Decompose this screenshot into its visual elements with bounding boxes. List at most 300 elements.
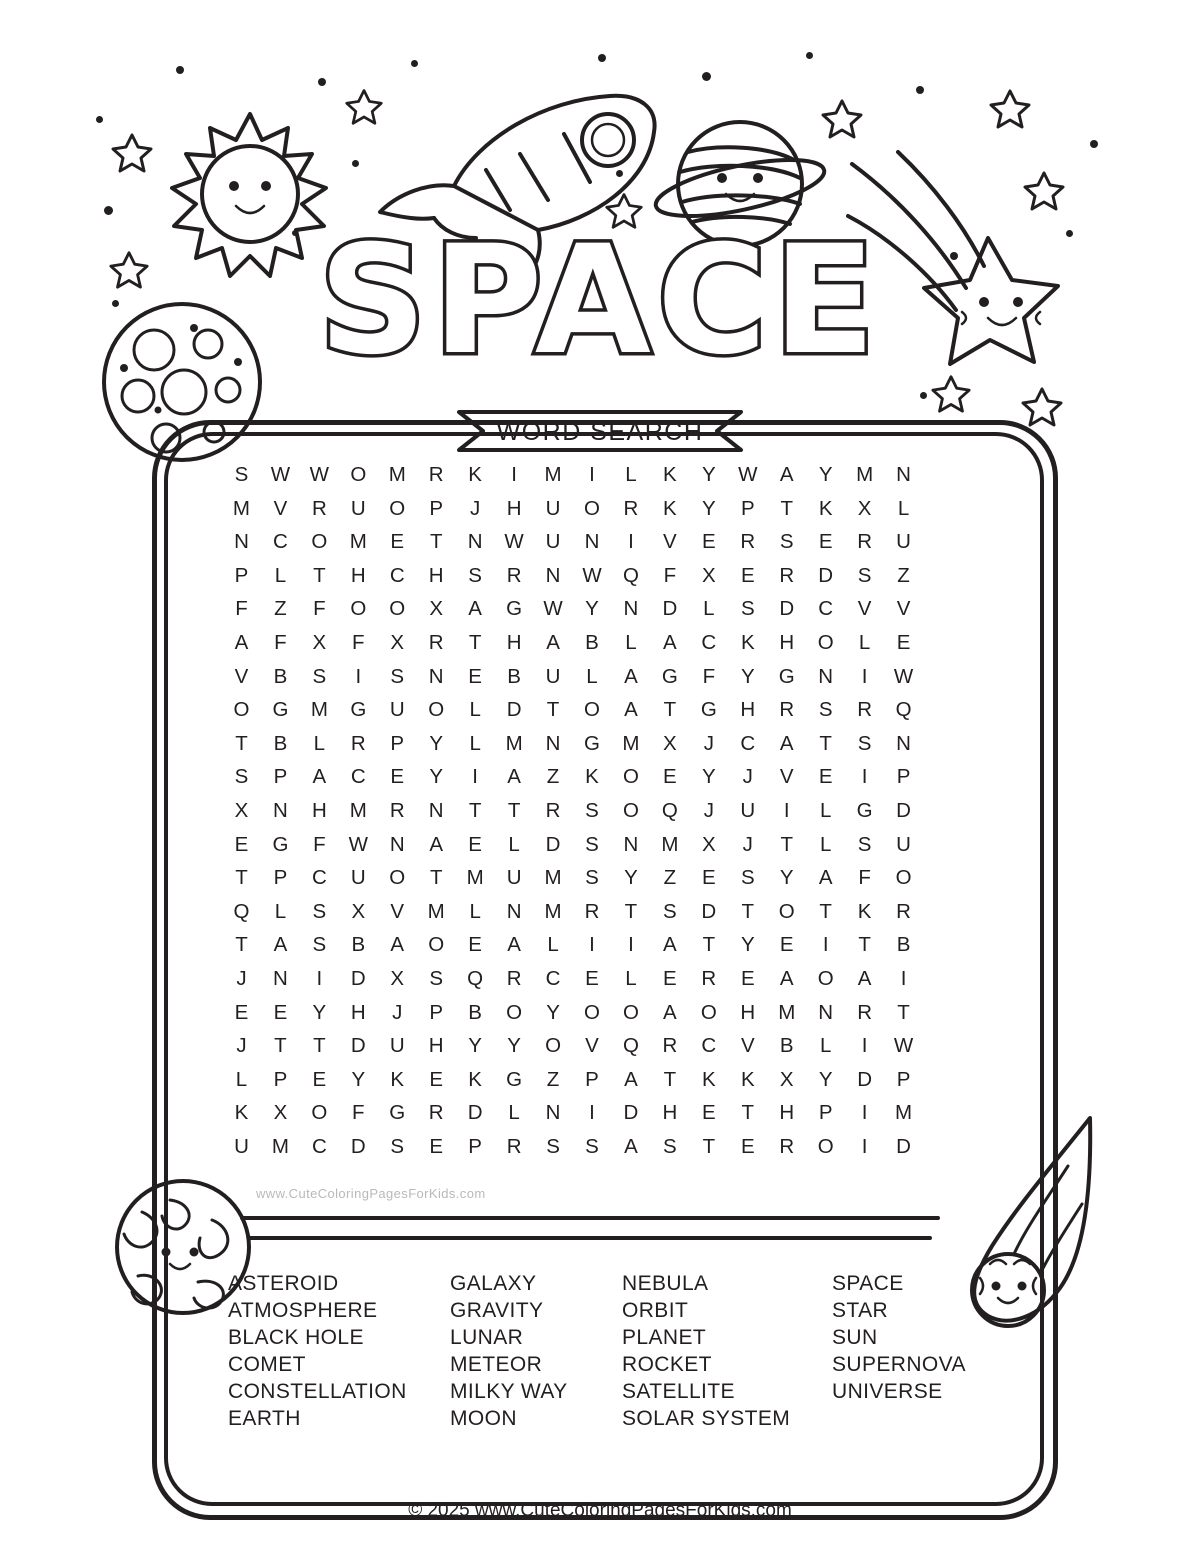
grid-letter: Z bbox=[546, 1067, 560, 1091]
grid-letter: L bbox=[469, 731, 481, 755]
grid-letter: R bbox=[506, 563, 522, 587]
grid-letter: P bbox=[234, 563, 249, 587]
grid-letter: Y bbox=[740, 664, 755, 688]
grid-letter: R bbox=[428, 1101, 444, 1125]
grid-letter bbox=[923, 861, 962, 895]
grid-letter: I bbox=[900, 966, 907, 990]
word-list-item: GALAXY bbox=[450, 1272, 537, 1295]
grid-letter: M bbox=[349, 798, 367, 822]
grid-letter: G bbox=[350, 698, 367, 722]
grid-letter: R bbox=[428, 630, 444, 654]
grid-letter: F bbox=[663, 563, 677, 587]
grid-letter: I bbox=[861, 664, 868, 688]
star-dot bbox=[176, 66, 184, 74]
grid-letter: X bbox=[351, 899, 366, 923]
grid-letter: Y bbox=[818, 463, 833, 486]
grid-letter: S bbox=[779, 530, 794, 554]
grid-letter: T bbox=[313, 563, 326, 587]
grid-letter: A bbox=[546, 630, 560, 654]
grid-letter: M bbox=[466, 866, 484, 890]
grid-letter: L bbox=[819, 1034, 832, 1058]
grid-letter: Q bbox=[895, 698, 912, 722]
grid-letter: O bbox=[622, 798, 639, 822]
grid-letter: L bbox=[508, 832, 520, 856]
grid-letter: T bbox=[897, 1000, 910, 1024]
grid-letter: I bbox=[355, 664, 362, 688]
grid-letter: L bbox=[858, 630, 871, 654]
grid-letter: A bbox=[624, 698, 638, 722]
grid-letter: L bbox=[897, 496, 910, 520]
word-list-item: GRAVITY bbox=[450, 1299, 544, 1322]
grid-letter: E bbox=[429, 1134, 444, 1158]
grid-letter: A bbox=[507, 765, 521, 789]
grid-letter: N bbox=[428, 798, 444, 822]
word-list bbox=[228, 1270, 998, 1432]
grid-letter: H bbox=[740, 698, 756, 722]
grid-letter: C bbox=[273, 530, 288, 554]
grid-letter: U bbox=[389, 698, 405, 722]
word-list-item: LUNAR bbox=[450, 1326, 524, 1349]
grid-letter: O bbox=[584, 1000, 600, 1024]
grid-letter: B bbox=[468, 1000, 482, 1024]
grid-letter: K bbox=[390, 1067, 405, 1091]
grid-letter: L bbox=[469, 698, 481, 722]
grid-letter: T bbox=[235, 933, 248, 957]
grid-letter: W bbox=[504, 530, 524, 554]
grid-letter: O bbox=[389, 597, 406, 621]
small-star-icon bbox=[110, 130, 154, 174]
grid-letter: X bbox=[273, 1101, 288, 1125]
star-dot bbox=[104, 206, 113, 215]
word-list-column bbox=[622, 1270, 832, 1432]
grid-letter: K bbox=[701, 1067, 716, 1091]
grid-letter: E bbox=[234, 1000, 249, 1024]
grid-letter: O bbox=[350, 463, 367, 486]
grid-letter: K bbox=[585, 765, 599, 789]
grid-letter: T bbox=[741, 899, 755, 923]
grid-letter: M bbox=[856, 463, 874, 486]
grid-letter: A bbox=[312, 765, 327, 789]
grid-letter: S bbox=[585, 832, 599, 856]
grid-letter: X bbox=[390, 966, 405, 990]
grid-letter: Y bbox=[624, 866, 638, 890]
grid-letter: A bbox=[429, 832, 444, 856]
word-list-item: BLACK HOLE bbox=[228, 1326, 364, 1349]
title-text: SPACE bbox=[318, 214, 882, 388]
grid-letter: M bbox=[388, 463, 406, 486]
grid-letter: O bbox=[895, 866, 912, 890]
grid-letter: T bbox=[702, 1134, 716, 1158]
grid-letter: S bbox=[390, 664, 405, 688]
word-list-item: SOLAR SYSTEM bbox=[622, 1407, 791, 1430]
grid-letter: N bbox=[896, 731, 911, 755]
grid-letter: Y bbox=[779, 866, 794, 890]
grid-letter: O bbox=[311, 530, 328, 554]
grid-letter: S bbox=[857, 832, 872, 856]
grid-letter: A bbox=[234, 630, 249, 654]
grid-letter: R bbox=[779, 563, 795, 587]
grid-letter: R bbox=[740, 530, 756, 554]
grid-letter: G bbox=[389, 1101, 406, 1125]
grid-letter: L bbox=[235, 1067, 248, 1091]
grid-letter: M bbox=[427, 899, 445, 923]
grid-letter: J bbox=[392, 1000, 403, 1024]
grid-letter: E bbox=[701, 866, 716, 890]
grid-letter bbox=[923, 928, 962, 962]
grid-letter: B bbox=[585, 630, 599, 654]
grid-letter: A bbox=[663, 630, 677, 654]
grid-letter: O bbox=[817, 966, 834, 990]
grid-letter: S bbox=[585, 1134, 599, 1158]
grid-letter: O bbox=[584, 496, 600, 520]
grid-letter: L bbox=[547, 933, 559, 957]
grid-letter bbox=[923, 1029, 962, 1063]
grid-letter: R bbox=[350, 731, 366, 755]
grid-letter: H bbox=[428, 1034, 444, 1058]
grid-letter: K bbox=[857, 899, 872, 923]
grid-letter: M bbox=[349, 530, 367, 554]
grid-letter: S bbox=[740, 866, 755, 890]
grid-letter: H bbox=[740, 1000, 756, 1024]
grid-letter: F bbox=[274, 630, 287, 654]
grid-letter: P bbox=[818, 1101, 833, 1125]
grid-letter: A bbox=[624, 1134, 638, 1158]
grid-letter bbox=[923, 1063, 962, 1097]
grid-letter: F bbox=[313, 832, 326, 856]
grid-letter: N bbox=[506, 899, 522, 923]
grid-letter: M bbox=[505, 731, 523, 755]
grid-letter: P bbox=[390, 731, 405, 755]
grid-letter: S bbox=[585, 866, 599, 890]
grid-letter: G bbox=[856, 798, 873, 822]
grid-letter: V bbox=[585, 1034, 599, 1058]
grid-letter: W bbox=[893, 1034, 914, 1058]
grid-letter: D bbox=[545, 832, 561, 856]
grid-letter: L bbox=[469, 899, 481, 923]
grid-letter: C bbox=[545, 966, 561, 990]
grid-letter: H bbox=[350, 563, 366, 587]
grid-letter: S bbox=[585, 798, 599, 822]
grid-letter: G bbox=[506, 1067, 523, 1091]
grid-letter: D bbox=[350, 966, 366, 990]
grid-letter: V bbox=[896, 597, 911, 621]
word-search-grid[interactable] bbox=[222, 458, 962, 1163]
grid-letter: H bbox=[779, 1101, 795, 1125]
grid-letter bbox=[923, 895, 962, 929]
grid-letter: X bbox=[701, 832, 716, 856]
grid-letter: T bbox=[468, 798, 482, 822]
grid-letter: O bbox=[233, 698, 250, 722]
grid-letter: T bbox=[780, 832, 793, 856]
grid-letter: L bbox=[586, 664, 598, 688]
word-list-item: ROCKET bbox=[622, 1353, 712, 1376]
grid-letter: S bbox=[429, 966, 444, 990]
grid-letter: E bbox=[390, 530, 405, 554]
grid-letter: Y bbox=[429, 765, 444, 789]
grid-letter: Z bbox=[897, 563, 910, 587]
grid-letter: P bbox=[468, 1134, 482, 1158]
grid-letter: A bbox=[857, 966, 872, 990]
grid-letter bbox=[923, 828, 962, 862]
grid-letter: R bbox=[584, 899, 600, 923]
grid-letter: E bbox=[468, 832, 482, 856]
grid-letter: D bbox=[779, 597, 795, 621]
grid-letter: X bbox=[429, 597, 444, 621]
grid-letter: Q bbox=[467, 966, 484, 990]
grid-letter bbox=[923, 559, 962, 593]
grid-letter: T bbox=[858, 933, 871, 957]
grid-letter: O bbox=[428, 933, 445, 957]
grid-letter: E bbox=[429, 1067, 444, 1091]
grid-letter: A bbox=[273, 933, 288, 957]
grid-letter: E bbox=[234, 832, 249, 856]
grid-letter: R bbox=[506, 966, 522, 990]
grid-letter: W bbox=[543, 597, 563, 621]
grid-letter: I bbox=[589, 933, 595, 957]
grid-letter: R bbox=[857, 530, 873, 554]
grid-letter: S bbox=[390, 1134, 405, 1158]
grid-letter: K bbox=[468, 1067, 482, 1091]
grid-letter: A bbox=[663, 1000, 677, 1024]
grid-letter: T bbox=[702, 933, 716, 957]
grid-letter: I bbox=[822, 933, 829, 957]
grid-letter: N bbox=[545, 563, 561, 587]
grid-letter: P bbox=[429, 1000, 444, 1024]
star-dot bbox=[411, 60, 418, 67]
small-star-icon bbox=[988, 86, 1032, 130]
grid-letter bbox=[923, 760, 962, 794]
grid-letter: G bbox=[778, 664, 795, 688]
grid-letter: G bbox=[661, 664, 678, 688]
grid-letter: E bbox=[585, 966, 599, 990]
grid-letter: P bbox=[896, 1067, 911, 1091]
grid-letter: T bbox=[429, 866, 443, 890]
grid-letter: M bbox=[544, 899, 562, 923]
grid-letter: D bbox=[623, 1101, 639, 1125]
banner-label: WORD SEARCH bbox=[496, 418, 704, 446]
divider-line bbox=[248, 1236, 932, 1240]
grid-letter: M bbox=[310, 698, 328, 722]
grid-letter: Y bbox=[546, 1000, 560, 1024]
grid-letter: S bbox=[663, 1134, 677, 1158]
grid-letter: X bbox=[234, 798, 249, 822]
grid-letter: N bbox=[818, 664, 834, 688]
grid-letter: Y bbox=[818, 1067, 833, 1091]
grid-letter: Y bbox=[740, 933, 755, 957]
grid-letter: U bbox=[740, 798, 756, 822]
grid-letter: K bbox=[663, 463, 677, 486]
grid-letter: S bbox=[857, 731, 872, 755]
grid-letter: V bbox=[740, 1034, 755, 1058]
footer-credit: © 2025 www.CuteColoringPagesForKids.com bbox=[408, 1500, 792, 1521]
grid-letter: W bbox=[738, 463, 758, 486]
grid-letter: R bbox=[896, 899, 911, 923]
grid-letter: O bbox=[622, 1000, 639, 1024]
grid-letter: Y bbox=[701, 496, 716, 520]
grid-letter: A bbox=[468, 597, 482, 621]
shooting-star-icon bbox=[838, 146, 1098, 366]
grid-letter: J bbox=[470, 496, 481, 520]
grid-letter: S bbox=[312, 933, 327, 957]
grid-letter: E bbox=[740, 966, 755, 990]
word-list-item: METEOR bbox=[450, 1353, 543, 1376]
grid-letter: H bbox=[506, 496, 522, 520]
grid-letter: B bbox=[507, 664, 521, 688]
grid-letter: N bbox=[818, 1000, 834, 1024]
grid-letter: N bbox=[545, 1101, 561, 1125]
grid-letter: S bbox=[740, 597, 755, 621]
grid-letter: L bbox=[819, 832, 832, 856]
grid-letter: U bbox=[545, 496, 561, 520]
word-list-item: PLANET bbox=[622, 1326, 707, 1349]
grid-letter: E bbox=[818, 765, 833, 789]
grid-letter: L bbox=[819, 798, 832, 822]
grid-letter: P bbox=[585, 1067, 599, 1091]
grid-letter: P bbox=[429, 496, 444, 520]
grid-letter: B bbox=[273, 664, 288, 688]
grid-letter: D bbox=[896, 798, 911, 822]
word-list-item: COMET bbox=[228, 1353, 306, 1376]
grid-letter: R bbox=[428, 463, 444, 486]
grid-letter: K bbox=[818, 496, 833, 520]
grid-letter: E bbox=[273, 1000, 288, 1024]
grid-letter: R bbox=[857, 698, 873, 722]
grid-letter bbox=[923, 794, 962, 828]
grid-letter: V bbox=[663, 530, 677, 554]
grid-letter: E bbox=[779, 933, 794, 957]
grid-letter: I bbox=[628, 530, 634, 554]
grid-letter bbox=[923, 492, 962, 526]
grid-letter: K bbox=[468, 463, 482, 486]
grid-letter: J bbox=[703, 731, 714, 755]
grid-letter: E bbox=[663, 765, 677, 789]
grid-letter: D bbox=[857, 1067, 873, 1091]
grid-letter: S bbox=[312, 664, 327, 688]
grid-letter: O bbox=[817, 1134, 834, 1158]
grid-letter: U bbox=[896, 530, 911, 554]
grid-letter: I bbox=[589, 463, 595, 486]
grid-letter: M bbox=[661, 832, 679, 856]
grid-letter: E bbox=[701, 1101, 716, 1125]
grid-letter: U bbox=[545, 530, 561, 554]
grid-letter: O bbox=[622, 765, 639, 789]
grid-letter: E bbox=[663, 966, 677, 990]
grid-letter: E bbox=[701, 530, 716, 554]
grid-letter: U bbox=[389, 1034, 405, 1058]
grid-letter: O bbox=[350, 597, 367, 621]
grid-letter: A bbox=[779, 731, 794, 755]
grid-letter: W bbox=[893, 664, 914, 688]
grid-letter: H bbox=[428, 563, 444, 587]
grid-letter: H bbox=[506, 630, 522, 654]
grid-letter: W bbox=[582, 563, 602, 587]
star-dot bbox=[598, 54, 606, 62]
grid-letter: V bbox=[390, 899, 405, 923]
grid-letter: R bbox=[779, 698, 795, 722]
grid-letter: B bbox=[273, 731, 288, 755]
grid-letter: L bbox=[625, 966, 637, 990]
grid-letter: L bbox=[625, 463, 637, 486]
grid-letter bbox=[923, 693, 962, 727]
grid-letter: V bbox=[857, 597, 872, 621]
grid-letter: P bbox=[273, 765, 288, 789]
grid-letter: L bbox=[274, 899, 287, 923]
grid-letter: W bbox=[309, 463, 330, 486]
grid-letter: Y bbox=[468, 1034, 482, 1058]
grid-letter: G bbox=[700, 698, 717, 722]
grid-letter: C bbox=[389, 563, 405, 587]
grid-letter: J bbox=[742, 832, 753, 856]
grid-letter: U bbox=[350, 866, 366, 890]
grid-letter: S bbox=[663, 899, 677, 923]
word-list-item: CONSTELLATION bbox=[228, 1380, 407, 1403]
grid-letter: N bbox=[584, 530, 600, 554]
grid-letter: R bbox=[506, 1134, 522, 1158]
grid-letter: M bbox=[544, 463, 562, 486]
grid-letter: N bbox=[428, 664, 444, 688]
grid-letter: F bbox=[313, 597, 326, 621]
grid-letter: M bbox=[622, 731, 640, 755]
grid-letter: X bbox=[312, 630, 327, 654]
grid-letter: S bbox=[546, 1134, 560, 1158]
word-list-item: SUPERNOVA bbox=[832, 1353, 966, 1376]
grid-letter: W bbox=[270, 463, 291, 486]
grid-letter: A bbox=[390, 933, 405, 957]
grid-letter: Y bbox=[507, 1034, 521, 1058]
grid-letter: C bbox=[740, 731, 756, 755]
grid-letter: J bbox=[703, 798, 714, 822]
grid-letter bbox=[923, 727, 962, 761]
grid-letter: S bbox=[234, 463, 249, 486]
grid-letter: X bbox=[779, 1067, 794, 1091]
grid-letter: V bbox=[779, 765, 794, 789]
grid-letter: N bbox=[545, 731, 561, 755]
planet-saturn-icon bbox=[648, 108, 828, 268]
grid-letter: Y bbox=[701, 765, 716, 789]
grid-letter: T bbox=[624, 899, 638, 923]
grid-letter: B bbox=[779, 1034, 794, 1058]
grid-letter: D bbox=[662, 597, 678, 621]
grid-letter: J bbox=[236, 966, 247, 990]
grid-letter bbox=[923, 525, 962, 559]
word-list-item: MOON bbox=[450, 1407, 517, 1430]
grid-letter: F bbox=[702, 664, 716, 688]
grid-letter: Q bbox=[661, 798, 678, 822]
grid-letter: R bbox=[779, 1134, 795, 1158]
grid-letter: M bbox=[895, 1101, 913, 1125]
grid-letter: A bbox=[624, 664, 638, 688]
grid-letter: E bbox=[740, 563, 755, 587]
grid-letter bbox=[923, 626, 962, 660]
grid-letter: U bbox=[896, 832, 911, 856]
grid-letter: A bbox=[779, 463, 794, 486]
grid-letter: J bbox=[742, 765, 753, 789]
grid-letter: E bbox=[740, 1134, 755, 1158]
word-list-item: SUN bbox=[832, 1326, 878, 1349]
grid-letter: O bbox=[389, 866, 406, 890]
word-list-item: ATMOSPHERE bbox=[228, 1299, 378, 1322]
grid-letter: H bbox=[662, 1101, 678, 1125]
small-star-icon bbox=[108, 248, 150, 290]
grid-letter: D bbox=[467, 1101, 483, 1125]
grid-letter: C bbox=[818, 597, 834, 621]
grid-letter: O bbox=[389, 496, 406, 520]
grid-letter: Q bbox=[622, 1034, 639, 1058]
grid-letter: R bbox=[701, 966, 717, 990]
grid-letter: P bbox=[273, 866, 288, 890]
grid-letter: L bbox=[508, 1101, 520, 1125]
grid-letter: D bbox=[818, 563, 834, 587]
